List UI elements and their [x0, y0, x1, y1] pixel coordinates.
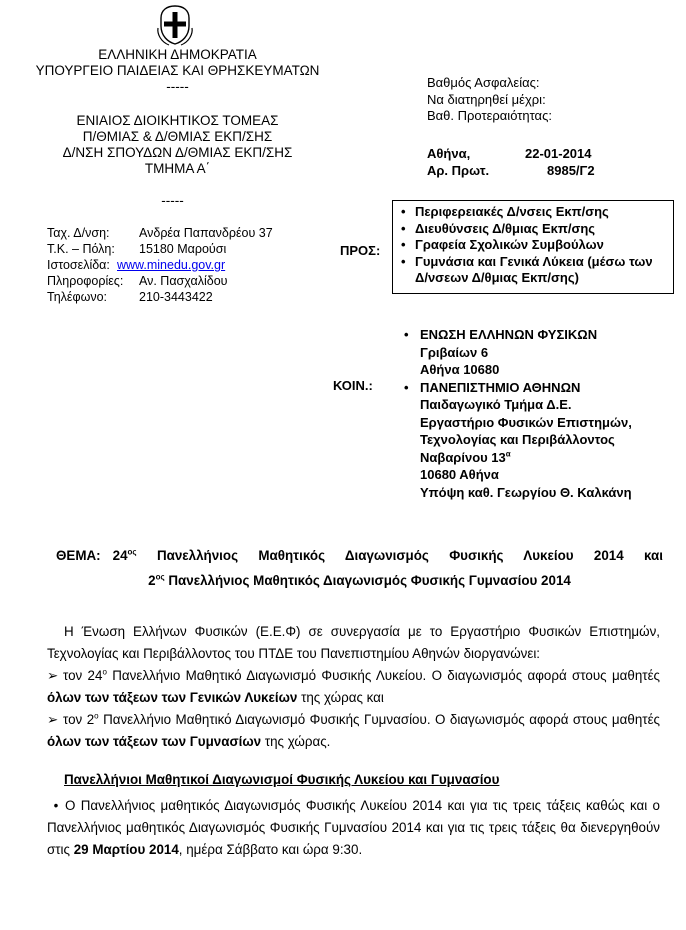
- city: Αθήνα,: [427, 146, 471, 161]
- website-link[interactable]: www.minedu.gov.gr: [117, 258, 226, 272]
- list-item: ➢ τον $24^o$ Πανελλήνιο Μαθητικό Διαγωνισμό Φυσικής Λυκείου. Ο διαγωνισμός αφορά στους μαθητές όλων των τάξεων των Γενικών Λυκείων της χώρας και: [47, 665, 660, 709]
- protocol-number: 8985/Γ2: [547, 163, 595, 178]
- protocol-label: Αρ. Πρωτ.: [427, 163, 490, 178]
- cc-item: • ΠΑΝΕΠΙΣΤΗΜΙΟ ΑΘΗΝΩΝ Παιδαγωγικό Τμήμα Δ.Ε. Εργαστήριο Φυσικών Επιστημών, Τεχνολογίας και Περιβάλλοντος Ναβαρίνου $13^\alpha$ 10680 Αθήνα Υπόψη καθ. Γεωργίου Θ. Καλκάνη: [404, 379, 632, 500]
- sector-name: ΕΝΙΑΙΟΣ ΔΙΟΙΚΗΤΙΚΟΣ ΤΟΜΕΑΣ: [76, 113, 279, 128]
- republic-name: ΕΛΛΗΝΙΚΗ ΔΗΜΟΚΡΑΤΙΑ: [98, 47, 257, 62]
- cc-list: [404, 326, 684, 501]
- separator: -----: [166, 79, 189, 94]
- recipient-item: • Γυμνάσια και Γενικά Λύκεια (μέσω των Δ/νσεων Δ/θμιας Εκπ/σης): [401, 253, 653, 285]
- cc-label: ΚΟΙΝ.:: [333, 378, 373, 393]
- sector-level: Π/ΘΜΙΑΣ & Δ/ΘΜΙΑΣ ΕΚΠ/ΣΗΣ: [82, 129, 273, 144]
- department-name: ΤΜΗΜΑ Α΄: [144, 161, 211, 176]
- address-value: Ανδρέα Παπανδρέου 37: [139, 226, 273, 240]
- body-text: [47, 621, 660, 861]
- priority-level: Βαθ. Προτεραιότητας:: [427, 108, 552, 123]
- contact-label: Πληροφορίες:: [47, 274, 124, 288]
- recipient-item: • Γραφεία Σχολικών Συμβούλων: [401, 237, 604, 252]
- section-title: Πανελλήνιοι Μαθητικοί Διαγωνισμοί Φυσικής Λυκείου και Γυμνασίου: [64, 772, 500, 787]
- security-level: Βαθμός Ασφαλείας:: [427, 75, 540, 90]
- arrow-bullet-icon: ➢: [47, 668, 59, 683]
- directorate-name: Δ/ΝΣΗ ΣΠΟΥΔΩΝ Δ/ΘΜΙΑΣ ΕΚΠ/ΣΗΣ: [62, 145, 293, 160]
- date: 22-01-2014: [525, 146, 592, 161]
- document-meta: [427, 75, 677, 125]
- separator: -----: [161, 193, 184, 208]
- subject: ΘΕΜΑ: $24^{o\varsigma}$ Πανελλήνιος Μαθητικός Διαγωνισμός Φυσικής Λυκείου 2014 και $2^{o\varsigma}$ Πανελλήνιος Μαθητικός Διαγωνισμός Φυσικής Γυμνασίου 2014: [56, 543, 663, 593]
- contact-label: Ιστοσελίδα:: [47, 258, 110, 272]
- contact-label: Ταχ. Δ/νση:: [47, 226, 110, 240]
- issuer-header: [10, 47, 345, 209]
- contact-label: Τ.Κ. – Πόλη:: [47, 242, 115, 256]
- keep-until: Να διατηρηθεί μέχρι:: [427, 91, 546, 107]
- recipient-item: • Περιφερειακές Δ/νσεις Εκπ/σης: [401, 204, 609, 219]
- zip-value: 15180 Μαρούσι: [139, 242, 227, 256]
- contact-label: Τηλέφωνο:: [47, 290, 108, 304]
- section-paragraph: • Ο Πανελλήνιος μαθητικός Διαγωνισμός Φυσικής Λυκείου 2014 και για τις τρεις τάξεις καθώς και ο Πανελλήνιος μαθητικός Διαγωνισμός Φυσικής Γυμνασίου 2014 και για τις τρεις τάξεις θα διενεργηθούν στις 29 Μαρτίου 2014, ημέρα Σάββατο και ώρα 9:30.: [47, 791, 660, 861]
- cc-item: • ΕΝΩΣΗ ΕΛΛΗΝΩΝ ΦΥΣΙΚΩΝ Γριβαίων 6 Αθήνα 10680: [404, 327, 598, 377]
- subject-label: ΘΕΜΑ:: [56, 548, 101, 563]
- recipient-item: • Διευθύνσεις Δ/θμιας Εκπ/σης: [401, 220, 596, 236]
- list-item: ➢ τον $2^o$ Πανελλήνιο Μαθητικό Διαγωνισμό Φυσικής Γυμνασίου. Ο διαγωνισμός αφορά στους μαθητές όλων των τάξεων των Γυμνασίων της χώρας.: [47, 709, 660, 753]
- ministry-name: ΥΠΟΥΡΓΕΙΟ ΠΑΙΔΕΙΑΣ ΚΑΙ ΘΡΗΣΚΕΥΜΑΤΩΝ: [35, 63, 320, 78]
- arrow-bullet-icon: ➢: [47, 712, 59, 727]
- to-label: ΠΡΟΣ:: [340, 243, 381, 258]
- recipients-box: [392, 200, 674, 294]
- intro-paragraph: Η Ένωση Ελλήνων Φυσικών (Ε.Ε.Φ) σε συνεργασία με το Εργαστήριο Φυσικών Επιστημών, Τεχνολογίας και Περιβάλλοντος του ΠΤΔΕ του Πανεπιστημίου Αθηνών διοργανώνει:: [47, 624, 660, 661]
- date-protocol: [427, 145, 677, 179]
- contact-info: [47, 225, 347, 305]
- bullet-icon: •: [53, 798, 59, 813]
- phone-value: 210-3443422: [139, 290, 213, 304]
- info-value: Αν. Πασχαλίδου: [139, 274, 228, 288]
- greek-emblem-icon: [155, 4, 195, 46]
